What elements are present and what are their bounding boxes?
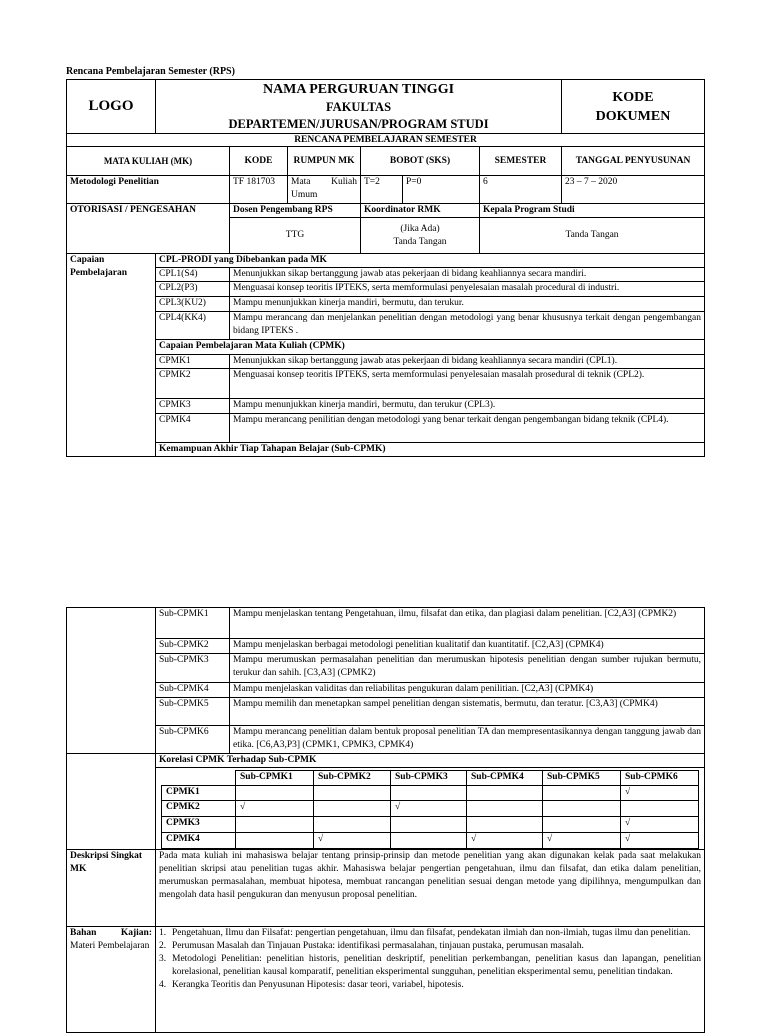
bahan-item xyxy=(159,953,701,979)
matrix-cell xyxy=(621,801,699,817)
tanda-tangan-text: Tanda Tangan xyxy=(393,236,447,247)
korelasi-title: Korelasi CPMK Terhadap Sub-CPMK xyxy=(156,754,705,768)
matrix-cell: √ xyxy=(543,833,621,849)
bahan-item xyxy=(159,927,701,940)
matrix-col-header: Sub-CPMK5 xyxy=(543,771,621,786)
matrix-cell xyxy=(467,786,543,801)
matrix-row-header: CPMK4 xyxy=(162,833,236,849)
sub-cpmk-code: Sub-CPMK1 xyxy=(156,608,230,639)
cpl-code: CPL1(S4) xyxy=(156,268,230,282)
course-p: P=0 xyxy=(403,176,480,204)
cpmk-text: Menunjukkan sikap bertanggung jawab atas pekerjaan di bidang keahliannya secara mandiri (CPL1). xyxy=(230,355,705,369)
matrix-col-header: Sub-CPMK1 xyxy=(236,771,314,786)
matrix-col-header: Sub-CPMK3 xyxy=(391,771,467,786)
cpl-code: CPL3(KU2) xyxy=(156,297,230,312)
cpmk-code: CPMK3 xyxy=(156,399,230,414)
col-mata-kuliah: MATA KULIAH (MK) xyxy=(67,147,230,176)
otorisasi-label: OTORISASI / PENGESAHAN xyxy=(67,204,230,254)
cpl-text: Mampu menunjukkan kinerja mandiri, bermutu, dan terukur. xyxy=(230,297,705,312)
cpl-header: CPL-PRODI yang Dibebankan pada MK xyxy=(156,254,705,268)
faculty-name: FAKULTAS xyxy=(325,100,392,114)
capaian-label-line2: Pembelajaran xyxy=(70,268,127,278)
bahan-item-text: Kerangka Teoritis dan Penyusunan Hipotesis: dasar teori, variabel, hipotesis. xyxy=(172,980,464,990)
matrix-row-header: CPMK3 xyxy=(162,817,236,833)
matrix-cell xyxy=(543,817,621,833)
bahan-item-number: 1. xyxy=(159,928,167,938)
deskripsi-label: Deskripsi Singkat MK xyxy=(67,850,156,927)
kaprodi-label: Kepala Program Studi xyxy=(480,204,705,218)
koordinator-signature xyxy=(361,218,480,254)
sub-cpmk-text: Mampu memilih dan menetapkan sampel penelitian dengan sistematis, bermutu, dan teratur. [C3,A3] (CPMK4) xyxy=(230,698,705,726)
university-name: NAMA PERGURUAN TINGGI xyxy=(262,82,455,97)
sub-cpmk-text: Mampu merumuskan permasalahan penelitian dan merumuskan hipotesis penelitian dengan sumber rujukan bermutu, terukur dan sahih. [C3,A3] (CPMK2) xyxy=(230,654,705,683)
sub-cpmk-code: Sub-CPMK6 xyxy=(156,726,230,754)
cpmk-code: CPMK1 xyxy=(156,355,230,369)
bahan-label-line2: Materi Pembelajaran xyxy=(70,941,150,951)
bahan-label xyxy=(67,927,156,1033)
capaian-label xyxy=(67,254,156,457)
sub-cpmk-text: Mampu menjelaskan tentang Pengetahuan, ilmu, filsafat dan etika, dan plagiasi dalam penelitian. [C2,A3] (CPMK2) xyxy=(230,608,705,639)
logo-cell: LOGO xyxy=(67,80,156,134)
course-semester: 6 xyxy=(480,176,562,204)
sub-cpmk-code: Sub-CPMK5 xyxy=(156,698,230,726)
blank-label-cell xyxy=(67,608,156,754)
col-bobot: BOBOT (SKS) xyxy=(361,147,480,176)
bahan-item xyxy=(159,979,701,992)
matrix-col-header: Sub-CPMK2 xyxy=(314,771,391,786)
page-caption: Rencana Pembelajaran Semester (RPS) xyxy=(66,66,235,77)
bahan-item-number: 3. xyxy=(159,954,167,964)
sub-cpmk-text: Mampu merancang penelitian dalam bentuk proposal penelitian TA dan mempresentasikannya dengan tanggung jawab dan etika. [C6,A3,P3] (CPMK1, CPMK3, CPMK4) xyxy=(230,726,705,754)
matrix-cell xyxy=(314,786,391,801)
matrix-cell: √ xyxy=(391,801,467,817)
cpmk-text: Menguasai konsep teoritis IPTEKS, serta memformulasi penyelesaian masalah prosedural di teknik (CPL2). xyxy=(230,369,705,399)
document-code-line2: DOKUMEN xyxy=(595,108,671,124)
bahan-item xyxy=(159,940,701,953)
blank-label-cell xyxy=(67,754,156,850)
document-code-line1: KODE xyxy=(612,89,654,105)
sub-cpmk-header: Kemampuan Akhir Tiap Tahapan Belajar (Sub-CPMK) xyxy=(156,443,705,457)
bahan-item-number: 2. xyxy=(159,941,167,951)
course-date: 23 – 7 – 2020 xyxy=(562,176,705,204)
matrix-cell xyxy=(314,817,391,833)
col-semester: SEMESTER xyxy=(480,147,562,176)
matrix-cell xyxy=(467,801,543,817)
bahan-label-line1: Bahan Kajian: xyxy=(70,928,152,938)
matrix-cell: √ xyxy=(621,786,699,801)
matrix-cell xyxy=(314,801,391,817)
rps-title: RENCANA PEMBELAJARAN SEMESTER xyxy=(67,134,705,147)
rps-header-table xyxy=(66,79,705,457)
sub-cpmk-code: Sub-CPMK3 xyxy=(156,654,230,683)
dosen-label: Dosen Pengembang RPS xyxy=(230,204,361,218)
matrix-cell xyxy=(236,817,314,833)
matrix-col-header: Sub-CPMK6 xyxy=(621,771,699,786)
col-kode: KODE xyxy=(230,147,288,176)
matrix-cell: √ xyxy=(621,817,699,833)
cpmk-text: Mampu menunjukkan kinerja mandiri, bermutu, dan terukur (CPL3). xyxy=(230,399,705,414)
koordinator-label: Koordinator RMK xyxy=(361,204,480,218)
kaprodi-signature: Tanda Tangan xyxy=(480,218,705,254)
dosen-signature: TTG xyxy=(230,218,361,254)
matrix-col-header: Sub-CPMK4 xyxy=(467,771,543,786)
cpl-text: Menguasai konsep teoritis IPTEKS, serta memformulasi penyelesaian masalah procedural di industri. xyxy=(230,282,705,297)
korelasi-matrix xyxy=(161,770,699,849)
cpl-text: Mampu merancang dan menjelankan penelitian dengan metodologi yang benar khususnya terkait dengan pengembangan bidang IPTEKS . xyxy=(230,312,705,340)
course-t: T=2 xyxy=(361,176,403,204)
deskripsi-text: Pada mata kuliah ini mahasiswa belajar tentang prinsip-prinsip dan metode penelitian yang akan digunakan kelak pada saat melakukan penelitian skripsi atau penelitian tugas akhir. Mahasiswa belajar pengertian pengetahuan, ilmu dan filsafat, dan etika dalam penelitian, merumuskan permasalahan, membuat hipotesa, membuat rancangan penelitian sesuai dengan metode yang dipilihnya, mengumpulkan dan mengolah data hasil pengukuran dan menyusun proposal penelitian. xyxy=(156,850,705,927)
matrix-cell xyxy=(236,833,314,849)
matrix-cell xyxy=(543,786,621,801)
sub-cpmk-text: Mampu menjelaskan validitas dan reliabilitas pengukuran dalam penilitian. [C2,A3] (CPMK4) xyxy=(230,683,705,698)
matrix-row-header: CPMK1 xyxy=(162,786,236,801)
col-tanggal: TANGGAL PENYUSUNAN xyxy=(562,147,705,176)
cpmk-code: CPMK2 xyxy=(156,369,230,399)
course-name: Metodologi Penelitian xyxy=(67,176,230,204)
course-rumpun: Mata Kuliah Umum xyxy=(288,176,361,204)
institution-cell xyxy=(156,80,562,134)
bahan-item-text: Perumusan Masalah dan Tinjauan Pustaka: identifikasi permasalahan, tinjauan pustaka, perumusan masalah. xyxy=(172,941,584,951)
matrix-row-header: CPMK2 xyxy=(162,801,236,817)
capaian-label-line1: Capaian xyxy=(70,255,105,265)
matrix-cell xyxy=(543,801,621,817)
jika-ada-text: (Jika Ada) xyxy=(400,223,440,234)
matrix-cell xyxy=(391,833,467,849)
course-code: TF 181703 xyxy=(230,176,288,204)
sub-cpmk-code: Sub-CPMK2 xyxy=(156,639,230,654)
cpmk-header: Capaian Pembelajaran Mata Kuliah (CPMK) xyxy=(156,340,705,355)
cpl-code: CPL2(P3) xyxy=(156,282,230,297)
bahan-item-text: Metodologi Penelitian: penelitian historis, penelitian deskriptif, penelitian perkembangan, penelitian kasus dan lapangan, penelitian korelasional, penelitian kausal komparatif, penelitian eksperimental sungguhan, penelitian eksperimental semu, penelitian tindakan. xyxy=(172,954,701,977)
matrix-corner xyxy=(162,771,236,786)
cpmk-text: Mampu merancang penilitian dengan metodologi yang benar terkait dengan pengembangan bidang teknik (CPL4). xyxy=(230,414,705,443)
matrix-cell xyxy=(391,817,467,833)
sub-cpmk-text: Mampu menjelaskan berbagai metodologi penelitian kualitatif dan kuantitatif. [C2,A3] (CPMK4) xyxy=(230,639,705,654)
matrix-cell: √ xyxy=(621,833,699,849)
cpl-text: Menunjukkan sikap bertanggung jawab atas pekerjaan di bidang keahliannya secara mandiri. xyxy=(230,268,705,282)
bahan-item-text: Pengetahuan, Ilmu dan Filsafat: pengertian pengetahuan, ilmu dan filsafat, pendekatan ilmiah dan non-ilmiah, tugas ilmu dan penelitian. xyxy=(172,928,691,938)
matrix-cell xyxy=(236,786,314,801)
matrix-cell xyxy=(467,817,543,833)
cpmk-code: CPMK4 xyxy=(156,414,230,443)
matrix-cell xyxy=(391,786,467,801)
department-name: DEPARTEMEN/JURUSAN/PROGRAM STUDI xyxy=(228,117,489,131)
bahan-item-number: 4. xyxy=(159,980,167,990)
matrix-cell: √ xyxy=(314,833,391,849)
sub-cpmk-code: Sub-CPMK4 xyxy=(156,683,230,698)
document-code-cell xyxy=(562,80,705,134)
cpl-code: CPL4(KK4) xyxy=(156,312,230,340)
matrix-cell: √ xyxy=(467,833,543,849)
bahan-content xyxy=(156,927,705,1033)
col-rumpun: RUMPUN MK xyxy=(288,147,361,176)
matrix-cell: √ xyxy=(236,801,314,817)
